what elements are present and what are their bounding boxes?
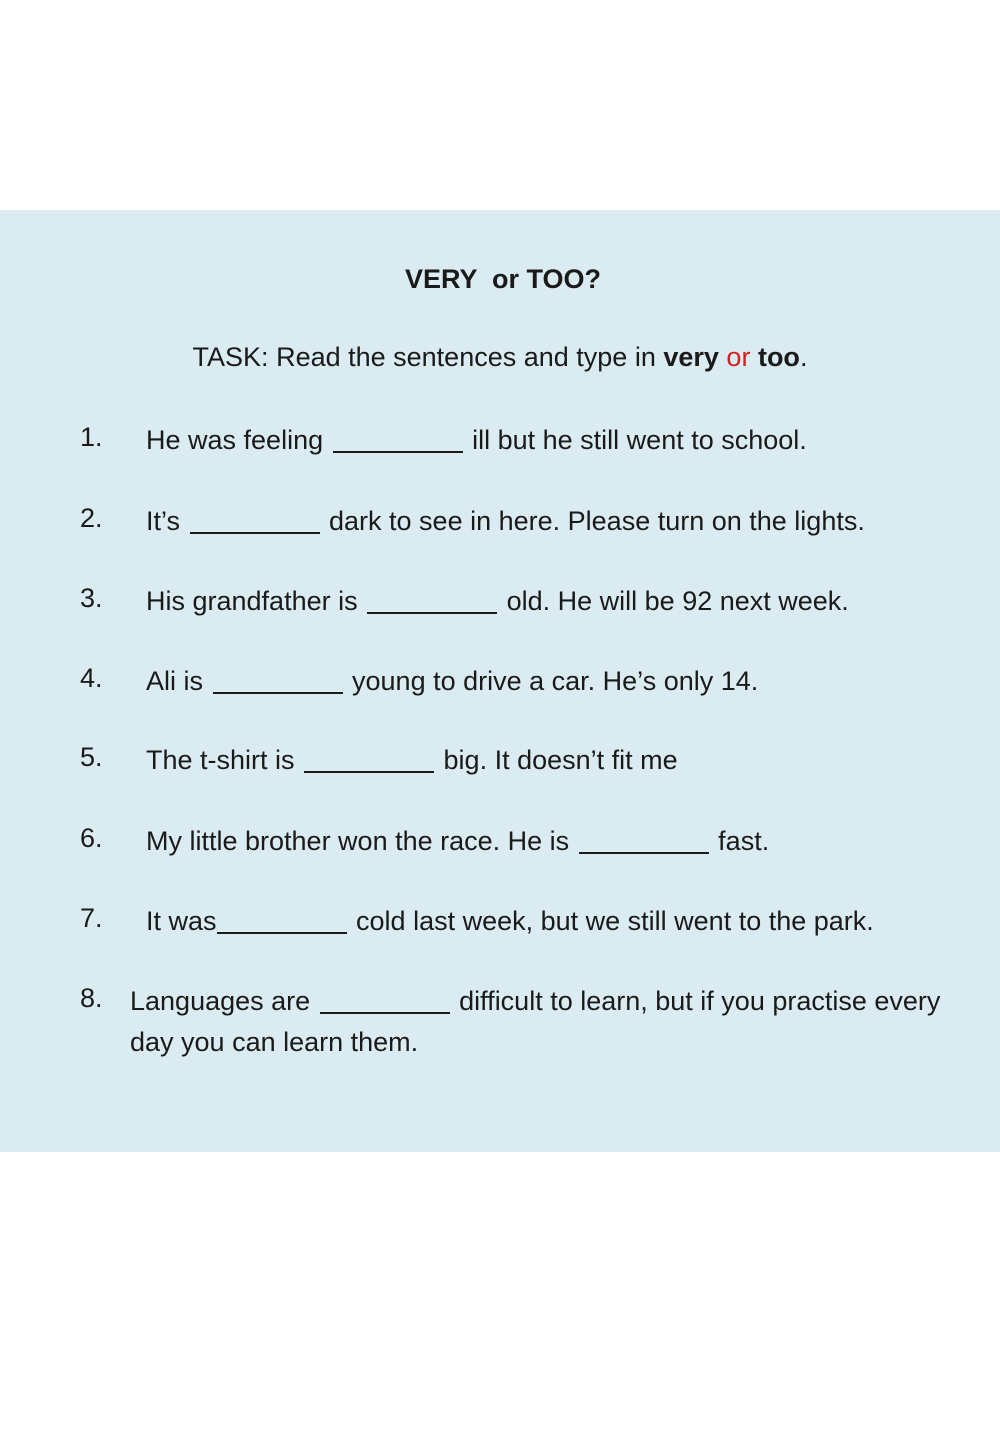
task-word-or: or: [726, 342, 751, 372]
answer-blank[interactable]: [190, 502, 320, 534]
answer-blank[interactable]: [217, 902, 347, 934]
item-number: 7.: [80, 903, 103, 933]
sentence-before: He was feeling: [146, 425, 331, 455]
item-number: 1.: [80, 422, 103, 452]
item-number: 2.: [80, 503, 103, 533]
task-instruction: [0, 339, 1000, 375]
item-sentence: [146, 498, 865, 542]
item-sentence: [146, 737, 678, 781]
sentence-after: difficult to learn, but if you practise every day you can learn them.: [130, 986, 941, 1057]
item-sentence: [146, 898, 874, 942]
sentence-before: It was: [146, 906, 217, 936]
worksheet-title: VERY or TOO?: [404, 264, 602, 294]
answer-blank[interactable]: [367, 582, 497, 614]
sentence-after: old. He will be 92 next week.: [499, 586, 849, 616]
item-sentence: [146, 658, 758, 702]
sentence-after: dark to see in here. Please turn on the lights.: [321, 506, 865, 536]
item-number: 8.: [80, 983, 103, 1013]
sentence-before: It’s: [146, 506, 188, 536]
sentence-after: ill but he still went to school.: [464, 425, 807, 455]
answer-blank[interactable]: [579, 822, 709, 854]
item-sentence: [130, 978, 970, 1063]
answer-blank[interactable]: [304, 741, 434, 773]
sentence-before: My little brother won the race. He is: [146, 826, 577, 856]
task-suffix: .: [799, 342, 808, 372]
sentence-before: Languages are: [130, 986, 318, 1016]
answer-blank[interactable]: [213, 662, 343, 694]
task-prefix: TASK: Read the sentences and type in: [192, 342, 664, 372]
item-number: 3.: [80, 583, 103, 613]
sentence-before: The t-shirt is: [146, 745, 303, 775]
item-number: 4.: [80, 663, 103, 693]
item-number: 6.: [80, 823, 103, 853]
task-word-very: very: [663, 342, 719, 372]
sentence-before: His grandfather is: [146, 586, 366, 616]
item-sentence: [146, 818, 769, 862]
sentence-before: Ali is: [146, 666, 211, 696]
sentence-after: cold last week, but we still went to the park.: [348, 906, 874, 936]
sentence-after: big. It doesn’t fit me: [436, 745, 678, 775]
item-number: 5.: [80, 742, 103, 772]
answer-blank[interactable]: [333, 421, 463, 453]
task-word-too: too: [757, 342, 800, 372]
item-sentence: [146, 578, 849, 622]
item-sentence: [146, 417, 807, 461]
answer-blank[interactable]: [320, 982, 450, 1014]
sentence-after: young to drive a car. He’s only 14.: [344, 666, 759, 696]
sentence-after: fast.: [710, 826, 770, 856]
